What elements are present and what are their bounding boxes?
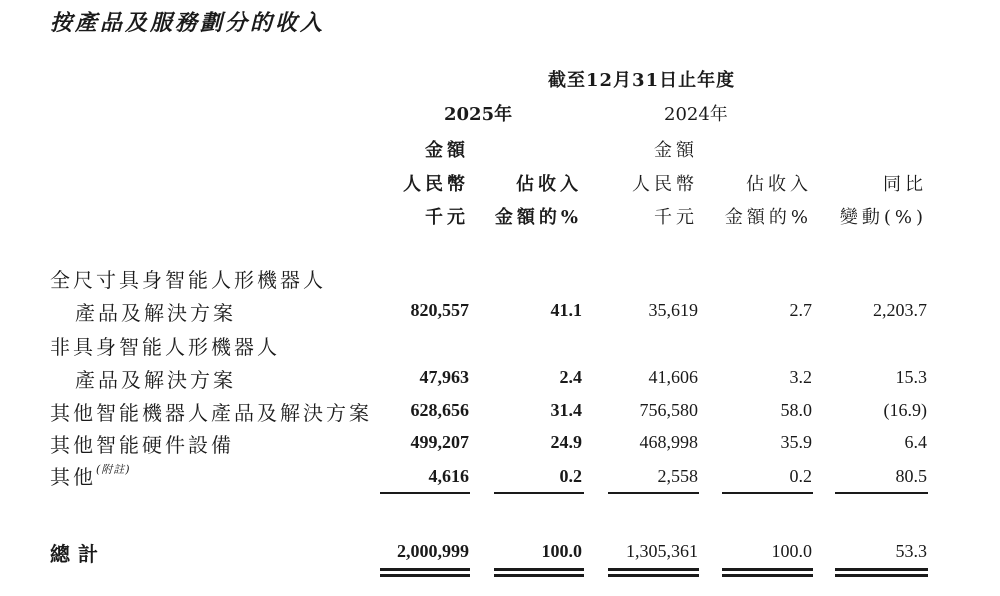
pct-2024-header-l2: 金額的% [724, 207, 812, 228]
cell-amount-2025: 628,656 [410, 400, 469, 420]
row-label [50, 461, 131, 490]
total-double-rule [608, 568, 699, 571]
cell-amount-2025: 820,557 [410, 300, 469, 320]
cell-yoy: (16.9) [883, 400, 927, 420]
cell-pct-2024: 2.7 [789, 300, 812, 320]
total-double-rule [835, 574, 928, 577]
cell-pct-2024: 3.2 [789, 367, 812, 387]
cell-yoy: 80.5 [895, 466, 927, 486]
subtotal-rule [494, 492, 584, 494]
cell-amount-2024: 35,619 [648, 300, 698, 320]
year-2025-header: 2025年 [444, 104, 513, 125]
cell-amount-2024: 41,606 [648, 367, 698, 387]
subtotal-rule [608, 492, 699, 494]
amount-2024-header-l3: 千元 [654, 207, 698, 228]
total-double-rule [494, 568, 584, 571]
row-label-cont: 產品及解決方案 [75, 301, 236, 325]
subtotal-rule [722, 492, 813, 494]
total-pct-2024: 100.0 [771, 541, 812, 561]
cell-amount-2025: 47,963 [419, 367, 469, 387]
total-double-rule [835, 568, 928, 571]
row-label: 全尺寸具身智能人形機器人 [50, 268, 326, 292]
cell-amount-2025: 4,616 [428, 466, 469, 486]
total-yoy: 53.3 [895, 541, 927, 561]
total-double-rule [380, 574, 470, 577]
total-pct-2025: 100.0 [541, 541, 582, 561]
period-header: 截至12月31日止年度 [548, 70, 736, 91]
cell-amount-2025: 499,207 [410, 432, 469, 452]
cell-pct-2024: 35.9 [780, 432, 812, 452]
total-double-rule [494, 574, 584, 577]
cell-pct-2025: 2.4 [559, 367, 582, 387]
subtotal-rule [835, 492, 928, 494]
year-2024-header: 2024年 [664, 104, 728, 125]
cell-amount-2024: 2,558 [657, 466, 698, 486]
cell-pct-2024: 58.0 [780, 400, 812, 420]
row-label: 其他智能機器人產品及解決方案 [50, 401, 372, 425]
row-label-text: 其他 [50, 465, 96, 489]
pct-2025-header-l2: 金額的% [494, 207, 582, 228]
cell-pct-2024: 0.2 [789, 466, 812, 486]
cell-amount-2024: 468,998 [639, 432, 698, 452]
yoy-header-l2: 變動(%) [839, 207, 927, 228]
cell-pct-2025: 0.2 [559, 466, 582, 486]
total-double-rule [608, 574, 699, 577]
amount-2025-header-l2: 人民幣 [403, 174, 469, 195]
total-double-rule [380, 568, 470, 571]
row-label-cont: 產品及解決方案 [75, 368, 236, 392]
pct-2024-header-l1: 佔收入 [746, 174, 812, 195]
row-label: 非具身智能人形機器人 [50, 335, 280, 359]
pct-2025-header-l1: 佔收入 [516, 174, 582, 195]
total-double-rule [722, 568, 813, 571]
amount-2024-header-l2: 人民幣 [632, 174, 698, 195]
cell-pct-2025: 41.1 [550, 300, 582, 320]
amount-2025-header-l1: 金額 [425, 140, 469, 161]
cell-yoy: 15.3 [895, 367, 927, 387]
subtotal-rule [380, 492, 470, 494]
row-label: 其他智能硬件設備 [50, 433, 234, 457]
cell-amount-2024: 756,580 [639, 400, 698, 420]
total-amount-2024: 1,305,361 [626, 541, 698, 561]
cell-yoy: 6.4 [904, 432, 927, 452]
total-double-rule [722, 574, 813, 577]
yoy-header-l1: 同比 [883, 174, 927, 195]
section-title: 按產品及服務劃分的收入 [50, 10, 326, 36]
note-reference: (附註) [96, 463, 131, 476]
cell-pct-2025: 31.4 [550, 400, 582, 420]
total-label: 總計 [50, 542, 106, 566]
total-amount-2025: 2,000,999 [397, 541, 469, 561]
amount-2024-header-l1: 金額 [654, 140, 698, 161]
cell-pct-2025: 24.9 [550, 432, 582, 452]
amount-2025-header-l3: 千元 [425, 207, 469, 228]
cell-yoy: 2,203.7 [873, 300, 927, 320]
